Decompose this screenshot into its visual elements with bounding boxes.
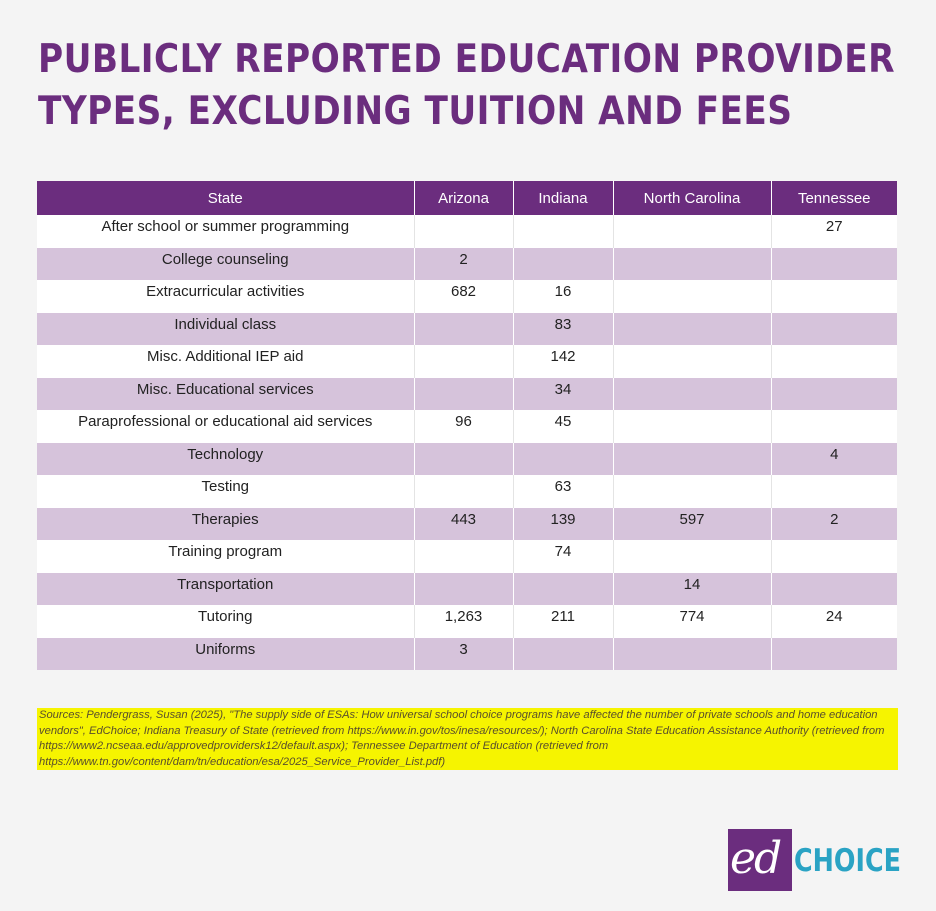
table-body [37, 215, 897, 670]
table-cell-arizona [414, 443, 513, 476]
table-row [37, 215, 897, 248]
table-cell-arizona: 96 [414, 410, 513, 443]
table-row [37, 313, 897, 346]
column-header-tennessee: Tennessee [771, 181, 897, 215]
table-cell-north-carolina [613, 443, 771, 476]
table-cell-tennessee [771, 410, 897, 443]
title-line-2: TYPES, EXCLUDING TUITION AND FEES [38, 89, 793, 134]
table-cell-indiana [513, 248, 613, 281]
table-cell-indiana: 83 [513, 313, 613, 346]
table-header-row [37, 181, 897, 215]
table-cell-tennessee [771, 248, 897, 281]
title-line-1: PUBLICLY REPORTED EDUCATION PROVIDER [38, 37, 895, 82]
column-header-indiana: Indiana [513, 181, 613, 215]
page-title [38, 34, 895, 138]
column-header-arizona: Arizona [414, 181, 513, 215]
table-cell-state: Extracurricular activities [37, 280, 414, 313]
logo-choice-text: CHOICE [794, 843, 902, 879]
table-cell-tennessee: 27 [771, 215, 897, 248]
table-cell-state: Uniforms [37, 638, 414, 671]
table-cell-indiana [513, 638, 613, 671]
table-cell-tennessee [771, 475, 897, 508]
table-cell-arizona [414, 345, 513, 378]
table-cell-state: Transportation [37, 573, 414, 606]
table-cell-state: Misc. Educational services [37, 378, 414, 411]
table-cell-state: Paraprofessional or educational aid services [37, 410, 414, 443]
table-cell-tennessee [771, 280, 897, 313]
table-cell-north-carolina [613, 378, 771, 411]
table-row [37, 605, 897, 638]
table-cell-north-carolina [613, 215, 771, 248]
table-cell-state: College counseling [37, 248, 414, 281]
table-cell-north-carolina [613, 540, 771, 573]
table-row [37, 475, 897, 508]
table-cell-state: Testing [37, 475, 414, 508]
table-cell-indiana: 34 [513, 378, 613, 411]
table-cell-north-carolina [613, 280, 771, 313]
table-row [37, 378, 897, 411]
table-cell-arizona [414, 378, 513, 411]
table-cell-indiana [513, 443, 613, 476]
table-cell-arizona [414, 540, 513, 573]
table-cell-indiana: 211 [513, 605, 613, 638]
table-row [37, 248, 897, 281]
table-cell-indiana: 16 [513, 280, 613, 313]
table-row [37, 508, 897, 541]
table-row [37, 280, 897, 313]
table-row [37, 443, 897, 476]
column-header-north-carolina: North Carolina [613, 181, 771, 215]
table-cell-arizona: 1,263 [414, 605, 513, 638]
table-cell-tennessee [771, 378, 897, 411]
column-header-state: State [37, 181, 414, 215]
table-cell-state: After school or summer programming [37, 215, 414, 248]
table-cell-tennessee: 4 [771, 443, 897, 476]
table-cell-indiana: 63 [513, 475, 613, 508]
table-cell-arizona [414, 573, 513, 606]
table-cell-north-carolina [613, 248, 771, 281]
table-cell-north-carolina [613, 638, 771, 671]
table-cell-north-carolina [613, 313, 771, 346]
table-row [37, 345, 897, 378]
table-cell-arizona [414, 313, 513, 346]
table-cell-indiana: 74 [513, 540, 613, 573]
table-cell-north-carolina [613, 345, 771, 378]
table-cell-tennessee [771, 638, 897, 671]
table-cell-tennessee: 2 [771, 508, 897, 541]
table-cell-arizona [414, 215, 513, 248]
table-cell-arizona: 3 [414, 638, 513, 671]
table-row [37, 638, 897, 671]
table-cell-tennessee [771, 345, 897, 378]
table-cell-state: Tutoring [37, 605, 414, 638]
table-cell-north-carolina: 597 [613, 508, 771, 541]
table-cell-indiana: 45 [513, 410, 613, 443]
table-cell-indiana [513, 215, 613, 248]
edchoice-logo [728, 829, 900, 891]
table-cell-tennessee [771, 573, 897, 606]
table-row [37, 573, 897, 606]
table-cell-north-carolina [613, 475, 771, 508]
table-cell-tennessee [771, 540, 897, 573]
table-cell-state: Therapies [37, 508, 414, 541]
sources-note: Sources: Pendergrass, Susan (2025), "The supply side of ESAs: How universal school choice programs have affected the number of private schools and home education vendors", EdChoice; Indiana Treasury of State (retrieved from https://www.in.gov/tos/inesa/resources/); North Carolina State Education Assistance Authority (retrieved from https://www2.ncseaa.edu/approvedprovidersk12/default.aspx); Tennessee Department of Education (retrieved from https://www.tn.gov/content/dam/tn/education/esa/2025_Service_Provider_List.pdf) [37, 708, 898, 770]
table-cell-state: Individual class [37, 313, 414, 346]
table-cell-tennessee [771, 313, 897, 346]
table-cell-north-carolina: 14 [613, 573, 771, 606]
table-cell-state: Technology [37, 443, 414, 476]
table-cell-north-carolina: 774 [613, 605, 771, 638]
table-cell-state: Misc. Additional IEP aid [37, 345, 414, 378]
logo-ed-box [728, 829, 792, 891]
table-row [37, 410, 897, 443]
table-cell-tennessee: 24 [771, 605, 897, 638]
logo-ed-text: ed [730, 833, 781, 884]
table-cell-indiana: 142 [513, 345, 613, 378]
table-cell-indiana [513, 573, 613, 606]
table-cell-arizona [414, 475, 513, 508]
table-row [37, 540, 897, 573]
table-cell-arizona: 682 [414, 280, 513, 313]
table-cell-arizona: 2 [414, 248, 513, 281]
table-cell-north-carolina [613, 410, 771, 443]
table-cell-indiana: 139 [513, 508, 613, 541]
table-cell-arizona: 443 [414, 508, 513, 541]
table-cell-state: Training program [37, 540, 414, 573]
provider-types-table [37, 181, 897, 670]
